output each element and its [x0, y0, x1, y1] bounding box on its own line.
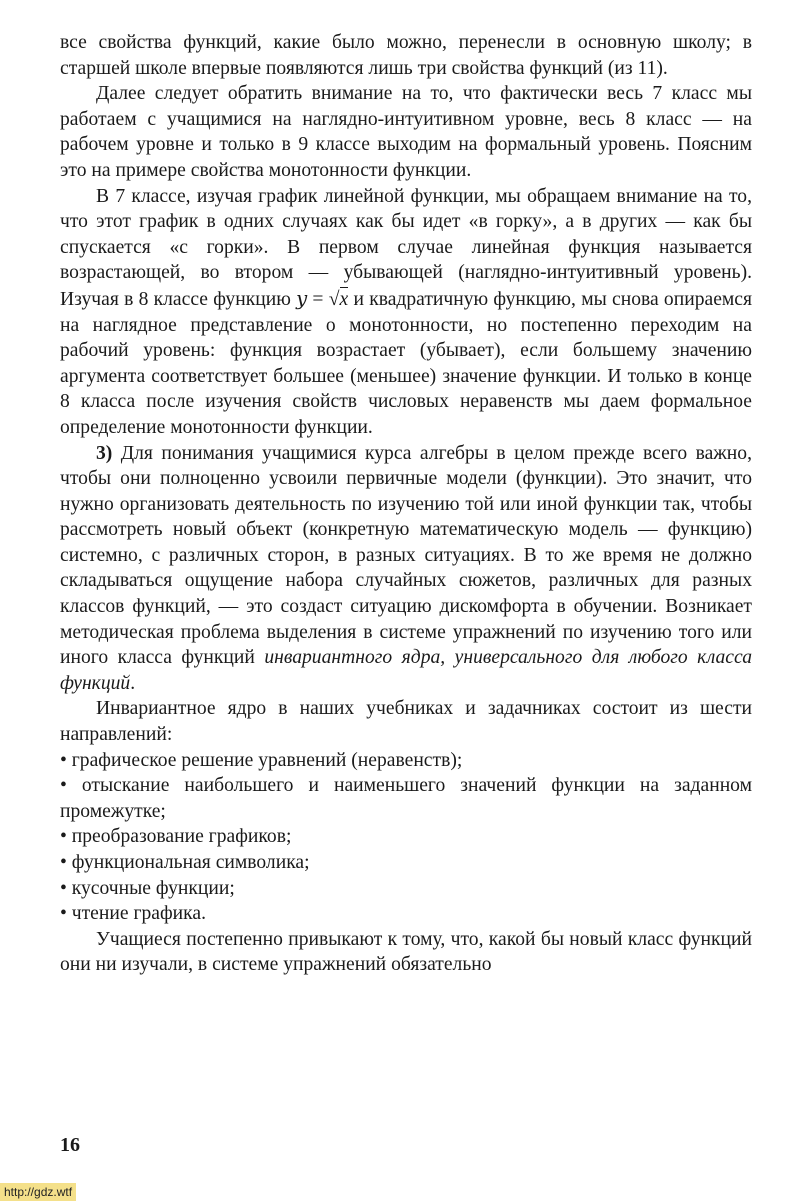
paragraph-3-part-a: В 7 классе, изучая график линейной функции, мы обращаем внимание на то, что этот график в одних случаях как бы идет «в горку», а в других — как бы спускается «с горки». В первом случае линейная функция называется возрастающей, во втором — убывающей (наглядно-интуитивный уровень). Изучая в 8 классе функцию — [60, 185, 752, 310]
paragraph-4 — [60, 441, 752, 697]
paragraph-4-end: . — [130, 672, 136, 694]
bullet-item: • чтение графика. — [60, 903, 206, 925]
bullet-item: • графическое решение уравнений (неравенств); — [60, 749, 463, 771]
bullet-item: • кусочные функции; — [60, 877, 235, 899]
bullet-item: • функциональная символика; — [60, 852, 310, 873]
paragraph-1: все свойства функций, какие было можно, перенесли в основную школу; в старшей школе впервые появляются лишь три свойства функций (из 11). — [60, 32, 752, 79]
math-sqrt-x: x — [339, 288, 349, 310]
paragraph-5: Инвариантное ядро в наших учебниках и задачниках состоит из шести направлений: — [60, 698, 752, 746]
paragraph-2: Далее следует обратить внимание на то, что фактически весь 7 класс мы работаем с учащимися на наглядно-интуитивном уровне, весь 8 класс — на рабочем уровне и только в 9 классе выходим на формальный уровень. Поясним это на примере свойства монотонности функции. — [60, 83, 752, 181]
paragraph-3-part-b: и квадратичную функцию, мы снова опираемся на наглядное представление о монотонности, но постепенно переходим на рабочий уровень: функция возрастает (убывает), если большему значению аргумента соответствует большее (меньшее) значение функции. И только в конце 8 класса после изучения свойств числовых неравенств мы даем формальное определение монотонности функции. — [60, 288, 752, 438]
item-number: 3) — [96, 442, 113, 464]
watermark-link[interactable]: http://gdz.wtf — [0, 1183, 76, 1201]
math-equals: = — [307, 288, 329, 310]
paragraph-4-italic: инвариантного ядра, универсального для любого класса функций — [60, 647, 752, 694]
page-number: 16 — [60, 1134, 80, 1156]
bullet-item: • преобразование графиков; — [60, 826, 292, 848]
bullet-item: • отыскание наибольшего и наименьшего значений функции на заданном промежутке; — [60, 775, 752, 822]
sqrt-symbol: √ — [328, 288, 340, 310]
paragraph-4-part-a: Для понимания учащимися курса алгебры в целом прежде всего важно, чтобы они полноценно усвоили первичные модели (функции). Это значит, что нужно организовать деятельность по изучению той или иной функции так, чтобы рассмотреть новый объект (конкретную математическую модель — функцию) системно, с различных сторон, в разных ситуациях. В то же время не должно складываться ощущение набора случайных сюжетов, различных для разных классов функций, — это создаст ситуацию дискомфорта в обучении. Возникает методическая проблема выделения в системе упражнений по изучению того или иного класса функций — [60, 442, 752, 669]
paragraph-3 — [60, 184, 752, 441]
paragraph-6: Учащиеся постепенно привыкают к тому, что, какой бы новый класс функций они ни изучали, в системе упражнений обязательно — [60, 928, 752, 976]
math-y: y — [296, 286, 308, 310]
page-body — [60, 30, 752, 978]
